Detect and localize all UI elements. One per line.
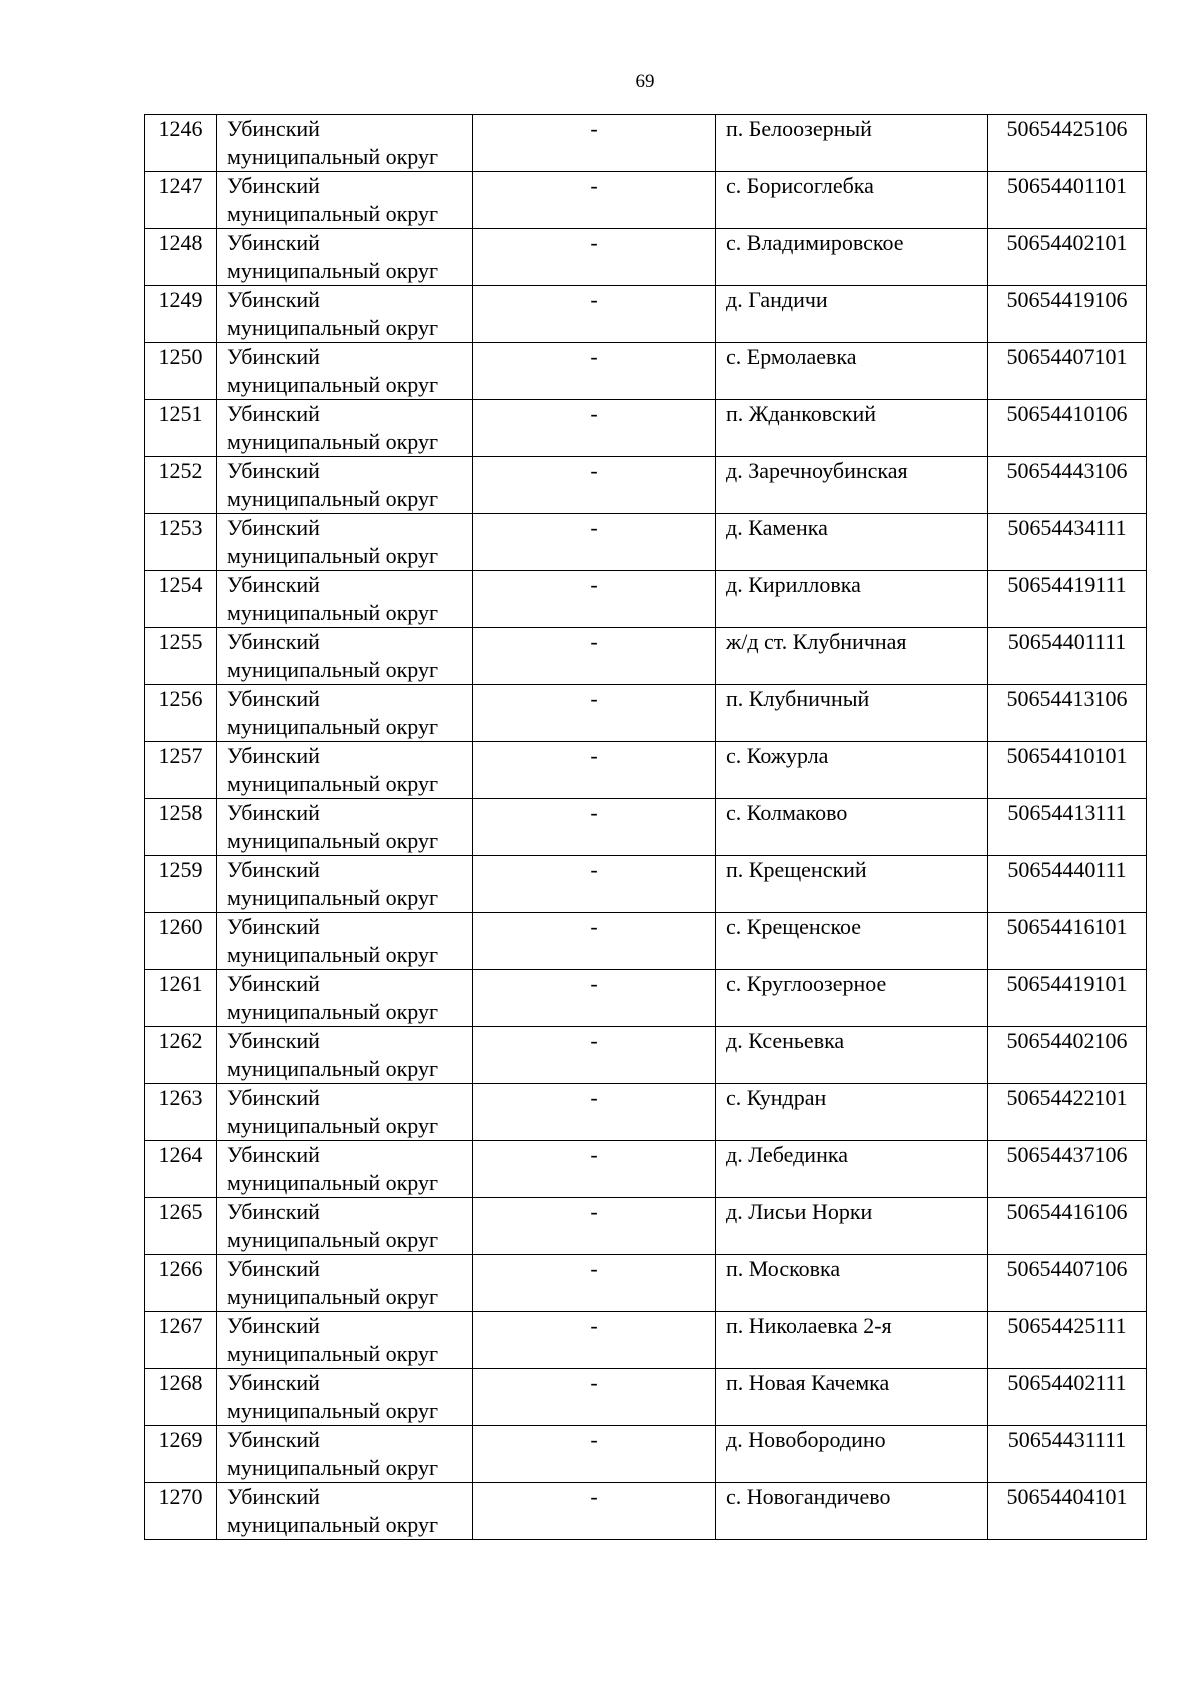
locality-name: п. Клубничный	[716, 685, 988, 742]
oktmo-code: 50654443106	[988, 457, 1147, 514]
row-number: 1255	[145, 628, 217, 685]
row-number: 1261	[145, 970, 217, 1027]
settlement-dash: -	[473, 1369, 716, 1426]
municipality-cell	[217, 1084, 473, 1141]
municipality-name: Убинский	[227, 743, 320, 768]
row-number: 1250	[145, 343, 217, 400]
settlement-dash: -	[473, 229, 716, 286]
municipality-type: муниципальный округ	[227, 1455, 439, 1480]
locality-name: п. Белоозерный	[716, 115, 988, 172]
table-row	[145, 400, 1147, 457]
locality-name: п. Новая Качемка	[716, 1369, 988, 1426]
locality-name: с. Борисоглебка	[716, 172, 988, 229]
locality-name: д. Новобородино	[716, 1426, 988, 1483]
locality-name: д. Ксеньевка	[716, 1027, 988, 1084]
locality-name: с. Ермолаевка	[716, 343, 988, 400]
municipality-cell	[217, 286, 473, 343]
oktmo-code: 50654434111	[988, 514, 1147, 571]
table-row	[145, 343, 1147, 400]
table-row	[145, 742, 1147, 799]
municipality-name: Убинский	[227, 914, 320, 939]
municipality-name: Убинский	[227, 857, 320, 882]
row-number: 1254	[145, 571, 217, 628]
settlement-dash: -	[473, 343, 716, 400]
table-row	[145, 286, 1147, 343]
municipality-type: муниципальный округ	[227, 315, 439, 340]
settlement-dash: -	[473, 1198, 716, 1255]
locality-name: п. Николаевка 2-я	[716, 1312, 988, 1369]
municipality-cell	[217, 571, 473, 628]
municipality-cell	[217, 1369, 473, 1426]
table-row	[145, 1312, 1147, 1369]
settlement-dash: -	[473, 400, 716, 457]
municipality-name: Убинский	[227, 1142, 320, 1167]
municipality-name: Убинский	[227, 1085, 320, 1110]
table-row	[145, 115, 1147, 172]
oktmo-code: 50654419106	[988, 286, 1147, 343]
locality-name: с. Колмаково	[716, 799, 988, 856]
municipality-type: муниципальный округ	[227, 144, 439, 169]
municipality-cell	[217, 343, 473, 400]
row-number: 1248	[145, 229, 217, 286]
settlement-dash: -	[473, 970, 716, 1027]
settlement-dash: -	[473, 1027, 716, 1084]
table-row	[145, 1141, 1147, 1198]
locality-name: д. Лисьи Норки	[716, 1198, 988, 1255]
municipality-name: Убинский	[227, 116, 320, 141]
row-number: 1259	[145, 856, 217, 913]
oktmo-code: 50654402111	[988, 1369, 1147, 1426]
oktmo-code: 50654410106	[988, 400, 1147, 457]
table-row	[145, 913, 1147, 970]
oktmo-code: 50654407106	[988, 1255, 1147, 1312]
locality-name: с. Кожурла	[716, 742, 988, 799]
row-number: 1258	[145, 799, 217, 856]
locality-name: д. Лебединка	[716, 1141, 988, 1198]
locality-name: с. Новогандичево	[716, 1483, 988, 1540]
table-row	[145, 229, 1147, 286]
settlement-dash: -	[473, 514, 716, 571]
row-number: 1262	[145, 1027, 217, 1084]
municipality-name: Убинский	[227, 1199, 320, 1224]
municipality-name: Убинский	[227, 1313, 320, 1338]
row-number: 1267	[145, 1312, 217, 1369]
municipality-cell	[217, 1141, 473, 1198]
municipality-type: муниципальный округ	[227, 372, 439, 397]
settlement-dash: -	[473, 1426, 716, 1483]
row-number: 1264	[145, 1141, 217, 1198]
municipality-cell	[217, 1255, 473, 1312]
page-number: 69	[635, 71, 655, 92]
municipality-type: муниципальный округ	[227, 201, 439, 226]
municipality-type: муниципальный округ	[227, 258, 439, 283]
settlement-dash: -	[473, 115, 716, 172]
settlement-dash: -	[473, 742, 716, 799]
locality-name: с. Крещенское	[716, 913, 988, 970]
table-row	[145, 1426, 1147, 1483]
locality-name: д. Заречноубинская	[716, 457, 988, 514]
municipality-name: Убинский	[227, 686, 320, 711]
table-row	[145, 1369, 1147, 1426]
oktmo-code: 50654431111	[988, 1426, 1147, 1483]
settlement-dash: -	[473, 628, 716, 685]
oktmo-code: 50654425106	[988, 115, 1147, 172]
settlement-dash: -	[473, 286, 716, 343]
row-number: 1270	[145, 1483, 217, 1540]
municipality-type: муниципальный округ	[227, 600, 439, 625]
row-number: 1246	[145, 115, 217, 172]
municipality-name: Убинский	[227, 401, 320, 426]
table-row	[145, 1198, 1147, 1255]
settlement-dash: -	[473, 913, 716, 970]
municipality-type: муниципальный округ	[227, 657, 439, 682]
municipality-cell	[217, 1198, 473, 1255]
municipality-cell	[217, 457, 473, 514]
municipality-type: муниципальный округ	[227, 1056, 439, 1081]
municipality-name: Убинский	[227, 1427, 320, 1452]
row-number: 1260	[145, 913, 217, 970]
locality-name: п. Московка	[716, 1255, 988, 1312]
municipality-type: муниципальный округ	[227, 771, 439, 796]
oktmo-code: 50654437106	[988, 1141, 1147, 1198]
municipality-name: Убинский	[227, 1256, 320, 1281]
municipality-cell	[217, 1027, 473, 1084]
oktmo-code: 50654416106	[988, 1198, 1147, 1255]
row-number: 1265	[145, 1198, 217, 1255]
table-row	[145, 628, 1147, 685]
municipality-name: Убинский	[227, 1028, 320, 1053]
locality-name: с. Владимировское	[716, 229, 988, 286]
municipality-cell	[217, 514, 473, 571]
municipality-type: муниципальный округ	[227, 1512, 439, 1537]
table-row	[145, 457, 1147, 514]
table-row	[145, 685, 1147, 742]
settlements-table	[144, 114, 1147, 1540]
municipality-type: муниципальный округ	[227, 828, 439, 853]
settlement-dash: -	[473, 172, 716, 229]
oktmo-code: 50654413106	[988, 685, 1147, 742]
row-number: 1269	[145, 1426, 217, 1483]
row-number: 1252	[145, 457, 217, 514]
municipality-cell	[217, 685, 473, 742]
locality-name: д. Кирилловка	[716, 571, 988, 628]
municipality-name: Убинский	[227, 230, 320, 255]
settlement-dash: -	[473, 685, 716, 742]
locality-name: с. Кундран	[716, 1084, 988, 1141]
settlement-dash: -	[473, 571, 716, 628]
municipality-name: Убинский	[227, 800, 320, 825]
municipality-type: муниципальный округ	[227, 543, 439, 568]
oktmo-code: 50654416101	[988, 913, 1147, 970]
municipality-cell	[217, 1312, 473, 1369]
row-number: 1263	[145, 1084, 217, 1141]
municipality-name: Убинский	[227, 458, 320, 483]
municipality-cell	[217, 229, 473, 286]
row-number: 1253	[145, 514, 217, 571]
municipality-name: Убинский	[227, 287, 320, 312]
oktmo-code: 50654440111	[988, 856, 1147, 913]
oktmo-code: 50654422101	[988, 1084, 1147, 1141]
settlement-dash: -	[473, 1312, 716, 1369]
municipality-cell	[217, 628, 473, 685]
municipality-cell	[217, 115, 473, 172]
municipality-type: муниципальный округ	[227, 942, 439, 967]
locality-name: д. Каменка	[716, 514, 988, 571]
locality-name: п. Крещенский	[716, 856, 988, 913]
table-row	[145, 1483, 1147, 1540]
municipality-type: муниципальный округ	[227, 486, 439, 511]
municipality-cell	[217, 742, 473, 799]
oktmo-code: 50654410101	[988, 742, 1147, 799]
table-row	[145, 1255, 1147, 1312]
settlement-dash: -	[473, 856, 716, 913]
row-number: 1256	[145, 685, 217, 742]
oktmo-code: 50654402106	[988, 1027, 1147, 1084]
row-number: 1247	[145, 172, 217, 229]
locality-name: п. Жданковский	[716, 400, 988, 457]
settlement-dash: -	[473, 1483, 716, 1540]
locality-name: с. Круглоозерное	[716, 970, 988, 1027]
table-row	[145, 856, 1147, 913]
municipality-type: муниципальный округ	[227, 1170, 439, 1195]
municipality-type: муниципальный округ	[227, 1284, 439, 1309]
municipality-type: муниципальный округ	[227, 885, 439, 910]
municipality-cell	[217, 400, 473, 457]
municipality-type: муниципальный округ	[227, 1398, 439, 1423]
row-number: 1251	[145, 400, 217, 457]
oktmo-code: 50654419101	[988, 970, 1147, 1027]
locality-name: ж/д ст. Клубничная	[716, 628, 988, 685]
oktmo-code: 50654407101	[988, 343, 1147, 400]
municipality-name: Убинский	[227, 1484, 320, 1509]
municipality-cell	[217, 172, 473, 229]
municipality-type: муниципальный округ	[227, 1227, 439, 1252]
settlement-dash: -	[473, 1084, 716, 1141]
municipality-name: Убинский	[227, 629, 320, 654]
settlement-dash: -	[473, 1255, 716, 1312]
municipality-name: Убинский	[227, 1370, 320, 1395]
oktmo-code: 50654413111	[988, 799, 1147, 856]
row-number: 1268	[145, 1369, 217, 1426]
table-row	[145, 571, 1147, 628]
municipality-name: Убинский	[227, 173, 320, 198]
municipality-type: муниципальный округ	[227, 1113, 439, 1138]
settlement-dash: -	[473, 1141, 716, 1198]
table-row	[145, 1084, 1147, 1141]
municipality-type: муниципальный округ	[227, 429, 439, 454]
locality-name: д. Гандичи	[716, 286, 988, 343]
table-row	[145, 799, 1147, 856]
table-row	[145, 514, 1147, 571]
municipality-cell	[217, 1426, 473, 1483]
oktmo-code: 50654401111	[988, 628, 1147, 685]
municipality-type: муниципальный округ	[227, 1341, 439, 1366]
municipality-cell	[217, 799, 473, 856]
oktmo-code: 50654404101	[988, 1483, 1147, 1540]
municipality-cell	[217, 913, 473, 970]
table-body	[145, 115, 1147, 1540]
settlement-dash: -	[473, 457, 716, 514]
settlement-dash: -	[473, 799, 716, 856]
table-row	[145, 1027, 1147, 1084]
municipality-cell	[217, 856, 473, 913]
oktmo-code: 50654401101	[988, 172, 1147, 229]
municipality-name: Убинский	[227, 515, 320, 540]
municipality-name: Убинский	[227, 344, 320, 369]
municipality-name: Убинский	[227, 572, 320, 597]
row-number: 1266	[145, 1255, 217, 1312]
municipality-cell	[217, 970, 473, 1027]
table-row	[145, 172, 1147, 229]
oktmo-code: 50654402101	[988, 229, 1147, 286]
municipality-type: муниципальный округ	[227, 999, 439, 1024]
oktmo-code: 50654419111	[988, 571, 1147, 628]
oktmo-code: 50654425111	[988, 1312, 1147, 1369]
table-row	[145, 970, 1147, 1027]
municipality-name: Убинский	[227, 971, 320, 996]
row-number: 1249	[145, 286, 217, 343]
municipality-type: муниципальный округ	[227, 714, 439, 739]
row-number: 1257	[145, 742, 217, 799]
municipality-cell	[217, 1483, 473, 1540]
